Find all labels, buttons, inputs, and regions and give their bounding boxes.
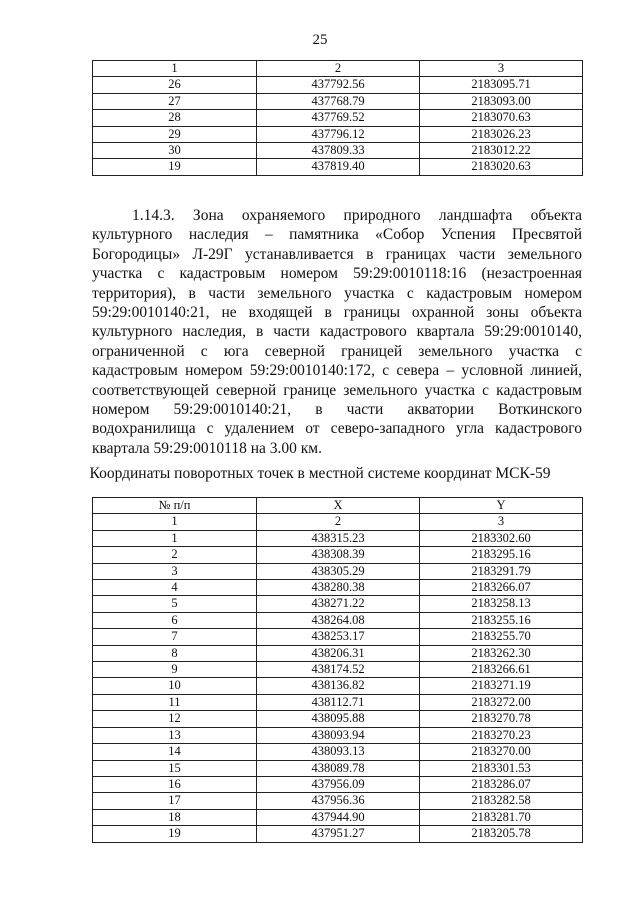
x-coordinate-cell: 438089.78 [257,760,420,776]
y-coordinate-cell: 2183302.60 [420,530,583,546]
table-row [93,530,583,546]
table-row [93,826,583,842]
point-number-cell: 10 [93,678,257,694]
column-index-3: 3 [420,61,583,77]
point-number-cell: 9 [93,662,257,678]
y-coordinate-cell: 2183255.70 [420,629,583,645]
y-coordinate-cell: 2183093.00 [420,93,583,109]
column-index-2: 2 [257,514,420,530]
table-row [93,143,583,159]
column-index-3: 3 [420,514,583,530]
table-row [93,727,583,743]
x-coordinate-cell: 438174.52 [257,662,420,678]
point-number-cell: 5 [93,596,257,612]
x-coordinate-cell: 438112.71 [257,694,420,710]
table-row [93,662,583,678]
zone-description-text: 1.14.3. Зона охраняемого природного ландшафта объекта культурного наследия – памятника «Собор Успения Пресвятой Богородицы» Л-29Г устанавливается в границах части земельного участка с кадастровым номером 59:29:0010118:16 (незастроенная территория), в части земельного участка с кадастровым номером 59:29:0010140:21, не входящей в границы охранной зоны объекта культурного наследия, в части кадастрового квартала 59:29:0010140, ограниченной с юга северной границей земельного участка с кадастровым номером 59:29:0010140:172, с севера – условной линией, соответствующей северной границе земельного участка с кадастровым номером 59:29:0010140:21, в части акватории Воткинского водохранилища с удалением от северо-западного угла кадастрового квартала 59:29:0010118 на 3.00 км. [92,207,582,457]
x-coordinate-cell: 438264.08 [257,612,420,628]
zone-description-paragraph [92,206,582,458]
y-coordinate-cell: 2183270.00 [420,744,583,760]
x-coordinate-cell: 438305.29 [257,563,420,579]
point-number-cell: 6 [93,612,257,628]
y-coordinate-cell: 2183266.61 [420,662,583,678]
x-coordinate-cell: 437819.40 [257,159,420,175]
y-coordinate-cell: 2183282.58 [420,793,583,809]
table-row [93,596,583,612]
section-heading: Координаты поворотных точек в местной системе координат МСК-59 [89,465,551,482]
point-number-cell: 16 [93,776,257,792]
point-number-cell: 19 [93,159,257,175]
table-header-row [93,498,583,514]
y-coordinate-cell: 2183258.13 [420,596,583,612]
column-header-y: Y [420,498,583,514]
y-coordinate-cell: 2183281.70 [420,809,583,825]
column-header-number: № п/п [93,498,257,514]
table-row [93,110,583,126]
x-coordinate-cell: 437809.33 [257,143,420,159]
table-row [93,159,583,175]
point-number-cell: 29 [93,126,257,142]
table-row [93,629,583,645]
x-coordinate-cell: 438308.39 [257,547,420,563]
y-coordinate-cell: 2183012.22 [420,143,583,159]
y-coordinate-cell: 2183270.78 [420,711,583,727]
table-row [93,694,583,710]
table-row [93,126,583,142]
x-coordinate-cell: 438206.31 [257,645,420,661]
y-coordinate-cell: 2183291.79 [420,563,583,579]
table-body-top [93,77,583,175]
x-coordinate-cell: 438253.17 [257,629,420,645]
x-coordinate-cell: 438095.88 [257,711,420,727]
table-header-row [93,61,583,77]
point-number-cell: 27 [93,93,257,109]
point-number-cell: 12 [93,711,257,727]
y-coordinate-cell: 2183286.07 [420,776,583,792]
x-coordinate-cell: 438280.38 [257,580,420,596]
y-coordinate-cell: 2183270.23 [420,727,583,743]
table-row [93,563,583,579]
table-row [93,793,583,809]
x-coordinate-cell: 437769.52 [257,110,420,126]
point-number-cell: 1 [93,530,257,546]
table-row [93,711,583,727]
y-coordinate-cell: 2183255.16 [420,612,583,628]
coordinates-table-continued [92,60,583,176]
column-index-1: 1 [93,514,257,530]
y-coordinate-cell: 2183295.16 [420,547,583,563]
x-coordinate-cell: 438271.22 [257,596,420,612]
point-number-cell: 4 [93,580,257,596]
page-number: 25 [312,32,328,48]
x-coordinate-cell: 438093.13 [257,744,420,760]
y-coordinate-cell: 2183020.63 [420,159,583,175]
table-row [93,580,583,596]
table-row [93,678,583,694]
table-row [93,760,583,776]
y-coordinate-cell: 2183205.78 [420,826,583,842]
x-coordinate-cell: 437792.56 [257,77,420,93]
y-coordinate-cell: 2183095.71 [420,77,583,93]
y-coordinate-cell: 2183026.23 [420,126,583,142]
x-coordinate-cell: 438136.82 [257,678,420,694]
point-number-cell: 13 [93,727,257,743]
y-coordinate-cell: 2183266.07 [420,580,583,596]
point-number-cell: 8 [93,645,257,661]
y-coordinate-cell: 2183271.19 [420,678,583,694]
point-number-cell: 28 [93,110,257,126]
column-index-2: 2 [257,61,420,77]
point-number-cell: 15 [93,760,257,776]
point-number-cell: 2 [93,547,257,563]
x-coordinate-cell: 438315.23 [257,530,420,546]
table-row [93,612,583,628]
x-coordinate-cell: 437956.09 [257,776,420,792]
point-number-cell: 26 [93,77,257,93]
x-coordinate-cell: 437796.12 [257,126,420,142]
point-number-cell: 14 [93,744,257,760]
table-index-row [93,514,583,530]
table-row [93,776,583,792]
table-row [93,547,583,563]
y-coordinate-cell: 2183262.30 [420,645,583,661]
y-coordinate-cell: 2183070.63 [420,110,583,126]
table-row [93,93,583,109]
table-row [93,645,583,661]
point-number-cell: 17 [93,793,257,809]
x-coordinate-cell: 437944.90 [257,809,420,825]
x-coordinate-cell: 437956.36 [257,793,420,809]
y-coordinate-cell: 2183301.53 [420,760,583,776]
point-number-cell: 3 [93,563,257,579]
x-coordinate-cell: 438093.94 [257,727,420,743]
y-coordinate-cell: 2183272.00 [420,694,583,710]
x-coordinate-cell: 437768.79 [257,93,420,109]
coordinates-table [92,497,583,843]
column-header-x: X [257,498,420,514]
table-body-bottom [93,530,583,842]
point-number-cell: 30 [93,143,257,159]
x-coordinate-cell: 437951.27 [257,826,420,842]
point-number-cell: 18 [93,809,257,825]
table-row [93,744,583,760]
point-number-cell: 11 [93,694,257,710]
table-row [93,77,583,93]
column-index-1: 1 [93,61,257,77]
point-number-cell: 7 [93,629,257,645]
table-row [93,809,583,825]
point-number-cell: 19 [93,826,257,842]
